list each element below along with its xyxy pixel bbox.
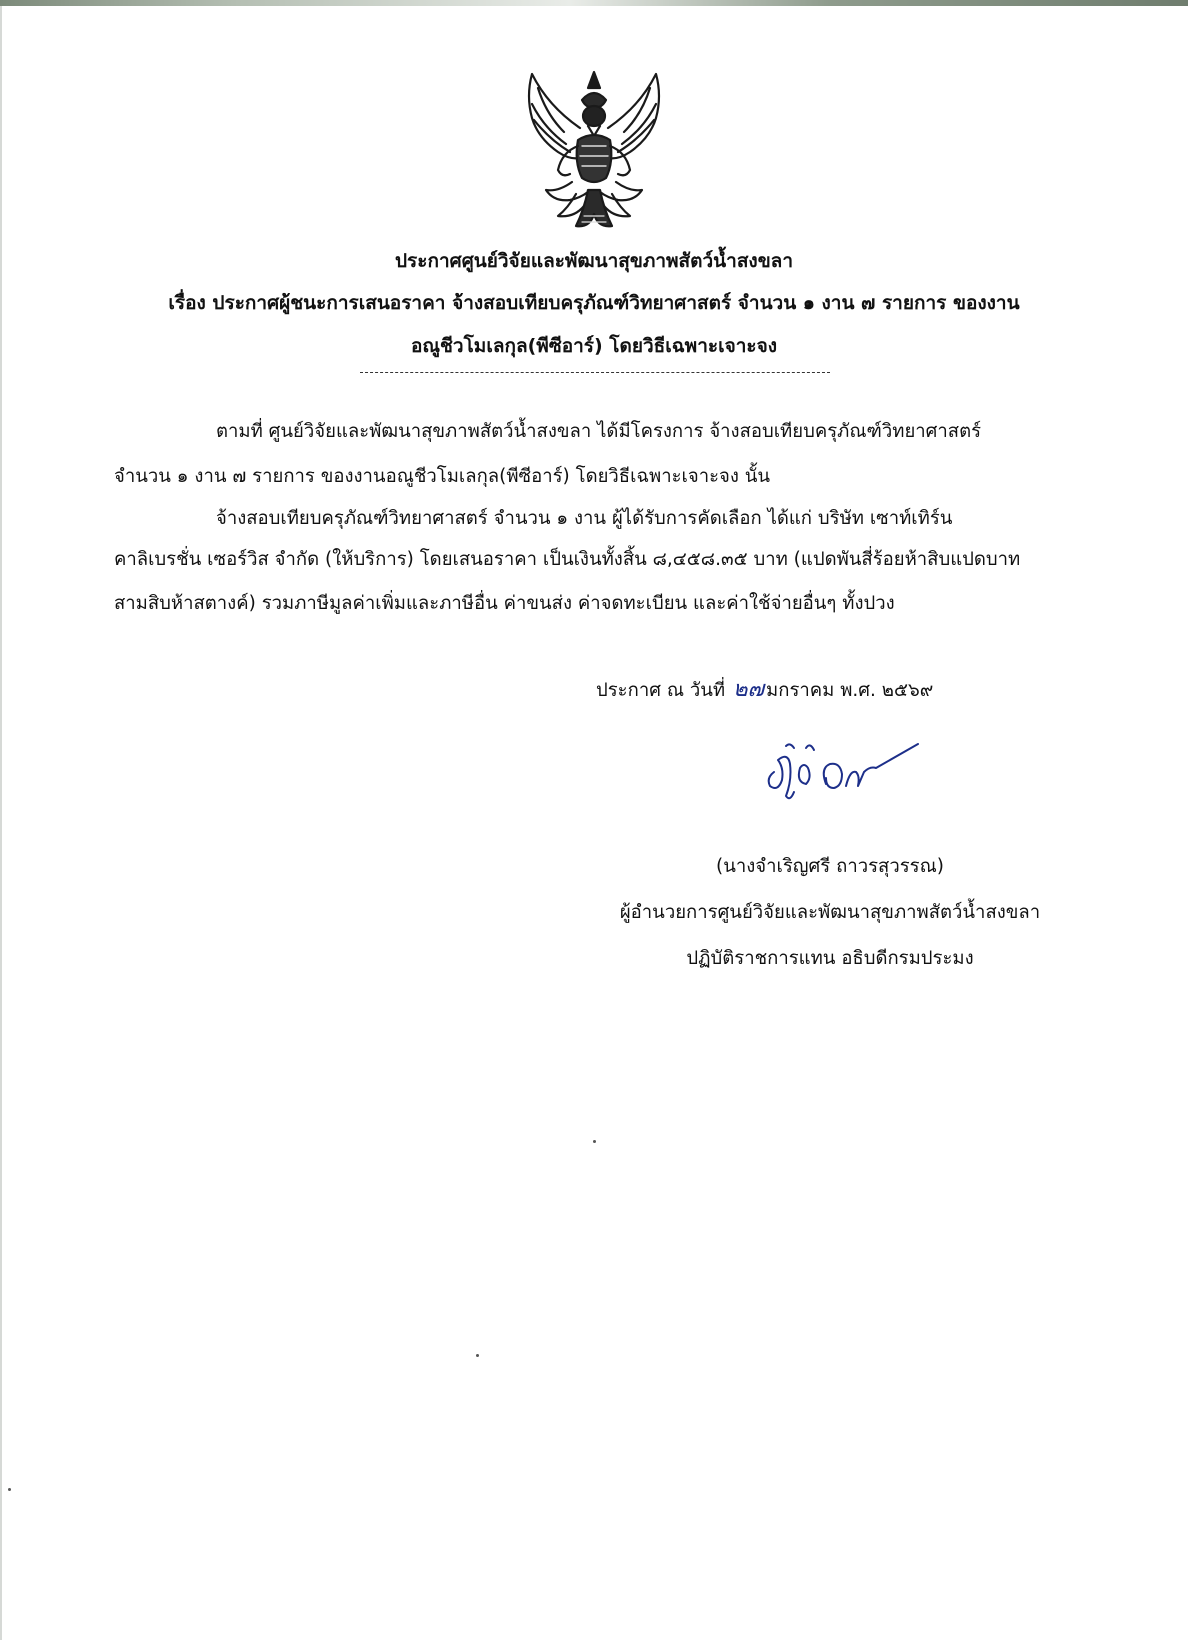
date-month-year: มกราคม พ.ศ. ๒๕๖๙ (766, 680, 934, 701)
garuda-emblem-icon (518, 66, 670, 232)
date-prefix: ประกาศ ณ วันที่ (596, 680, 726, 701)
announcement-date (596, 671, 933, 706)
scan-speck (476, 1354, 479, 1357)
body-paragraph1-line2: จำนวน ๑ งาน ๗ รายการ ของงานอณูชีวโมเลกุล(พีซีอาร์) โดยวิธีเฉพาะเจาะจง นั้น (114, 466, 771, 487)
signatory-acting-for: ปฏิบัติราชการแทน อธิบดีกรมประมง (686, 948, 974, 969)
scan-speck (593, 1140, 596, 1143)
date-day-handwritten: ๒๗ (733, 677, 765, 702)
scan-edge-top (0, 0, 1188, 6)
announcement-title: ประกาศศูนย์วิจัยและพัฒนาสุขภาพสัตว์น้ำสงขลา (395, 250, 793, 272)
body-paragraph2-line3: สามสิบห้าสตางค์) รวมภาษีมูลค่าเพิ่มและภาษีอื่น ค่าขนส่ง ค่าจดทะเบียน และค่าใช้จ่ายอื่นๆ ทั้งปวง (114, 593, 895, 614)
handwritten-signature (760, 738, 930, 808)
body-paragraph2-line2: คาลิเบรชั่น เซอร์วิส จำกัด (ให้บริการ) โดยเสนอราคา เป็นเงินทั้งสิ้น ๘,๔๕๘.๓๕ บาท (แปดพันสี่ร้อยห้าสิบแปดบาท (114, 549, 1021, 570)
signatory-name: (นางจำเริญศรี ถาวรสุวรรณ) (716, 856, 944, 877)
scan-edge-left (0, 6, 2, 1640)
announcement-subject-line1: เรื่อง ประกาศผู้ชนะการเสนอราคา จ้างสอบเทียบครุภัณฑ์วิทยาศาสตร์ จำนวน ๑ งาน ๗ รายการ ของงาน (168, 292, 1020, 314)
scan-speck (8, 1488, 11, 1491)
separator-rule (360, 372, 830, 373)
body-paragraph2-line1: จ้างสอบเทียบครุภัณฑ์วิทยาศาสตร์ จำนวน ๑ งาน ผู้ได้รับการคัดเลือก ได้แก่ บริษัท เซาท์เทิร์น (216, 508, 953, 529)
signatory-position: ผู้อำนวยการศูนย์วิจัยและพัฒนาสุขภาพสัตว์น้ำสงขลา (619, 902, 1041, 923)
body-paragraph1-line1: ตามที่ ศูนย์วิจัยและพัฒนาสุขภาพสัตว์น้ำสงขลา ได้มีโครงการ จ้างสอบเทียบครุภัณฑ์วิทยาศาสตร์ (216, 421, 982, 442)
announcement-subject-line2: อณูชีวโมเลกุล(พีซีอาร์) โดยวิธีเฉพาะเจาะจง (411, 335, 777, 357)
